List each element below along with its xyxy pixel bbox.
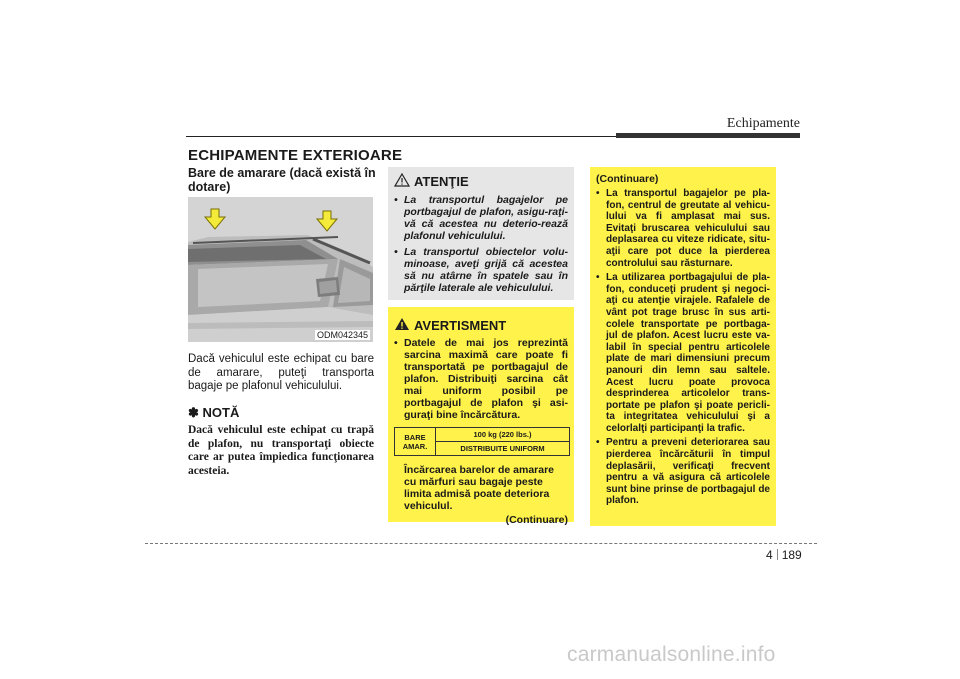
caution-triangle-icon bbox=[394, 173, 410, 190]
note-text: Dacă vehiculul este echipat cu trapă de plafon, nu transportaţi obiecte care ar putea împiedica funcţionarea acesteia. bbox=[188, 424, 374, 477]
load-table bbox=[394, 427, 570, 456]
continuation-item: • La transportul bagajelor pe pla-fon, centrul de greutate al vehicu-lului va fi amplasat mai sus. Evitaţi bruscarea vehiculului sau deplasarea cu viteze ridicate, situ-aţii care pot duce la pierderea controlului sau răsturnare. bbox=[596, 188, 770, 269]
footer-divider bbox=[145, 543, 817, 544]
subsection-title: Bare de amarare (dacă există în dotare) bbox=[188, 166, 376, 194]
page-number-value: 189 bbox=[781, 548, 802, 562]
header-rule bbox=[186, 136, 616, 137]
roof-rack-photo bbox=[188, 197, 373, 342]
image-code: ODM042345 bbox=[316, 330, 368, 340]
page-number bbox=[766, 548, 802, 562]
attention-item: • La transportul obiectelor volu-minoase, aveţi grijă că acestea să nu atârne în spatele sau în părţile laterale ale vehiculului. bbox=[394, 246, 568, 294]
warning-continued: (Continuare) bbox=[505, 514, 568, 526]
warning-header bbox=[394, 317, 568, 334]
body-paragraph: Dacă vehiculul este echipat cu bare de amarare, puteţi transporta bagaje pe plafonul vehiculului. bbox=[188, 353, 374, 392]
warning-item: • Datele de mai jos reprezintă sarcina maximă care poate fi transportată pe portbagajul de plafon. Distribuiţi sarcina cât mai uniform posibil pe portbagajul de plafon şi asi-guraţi bine încărcătura. bbox=[394, 337, 568, 421]
continuation-item: • La utilizarea portbagajului de pla-fon, conduceţi prudent şi negoci-aţi cu atenţie virajele. Rafalele de vânt pot trage brusc în sus arti-colele transportate pe portbaga-jul de plafon. Acest lucru este va-labil în special pentru articolele plate de mari dimensiuni precum panouri din lemn sau saltele. Acest lucru poate provoca desprinderea articolelor trans-portate pe plafon şi poate pericli-ta integritatea vehiculului şi a celorlalţi participanţi la trafic. bbox=[596, 272, 770, 434]
section-name: Echipamente bbox=[726, 116, 800, 131]
header-rule-thick bbox=[616, 133, 800, 138]
load-table-note: DISTRIBUITE UNIFORM bbox=[436, 442, 570, 456]
attention-item: • La transportul bagajelor pe portbagajul de plafon, asigu-raţi-vă că acestea nu deterio-rează plafonul vehiculului. bbox=[394, 194, 568, 242]
watermark: carmanualsonline.info bbox=[567, 643, 776, 666]
page-separator bbox=[777, 549, 778, 560]
chapter-number: 4 bbox=[766, 548, 773, 562]
warning-title: AVERTISMENT bbox=[414, 318, 507, 333]
attention-box bbox=[388, 167, 574, 300]
attention-title: ATENŢIE bbox=[414, 174, 469, 189]
continuation-item: • Pentru a preveni deteriorarea sau pierderea încărcăturii în timpul deplasării, verificaţi frecvent pentru a vă asigura că articolele sunt bine prinse de portbagajul de plafon. bbox=[596, 437, 770, 507]
warning-footer: Încărcarea barelor de amarare cu mărfuri sau bagaje peste limita admisă poate deteriora vehiculul. bbox=[404, 464, 555, 512]
page-title: ECHIPAMENTE EXTERIOARE bbox=[188, 147, 403, 164]
continuation-label: (Continuare) bbox=[596, 173, 659, 185]
load-table-label: BARE AMAR. bbox=[395, 428, 436, 456]
warning-box bbox=[388, 307, 574, 526]
load-table-value: 100 kg (220 lbs.) bbox=[436, 428, 570, 442]
attention-header bbox=[394, 173, 568, 190]
warning-triangle-icon bbox=[394, 317, 410, 334]
note-title: ✽ NOTĂ bbox=[188, 405, 240, 420]
continuation-box bbox=[590, 167, 776, 526]
